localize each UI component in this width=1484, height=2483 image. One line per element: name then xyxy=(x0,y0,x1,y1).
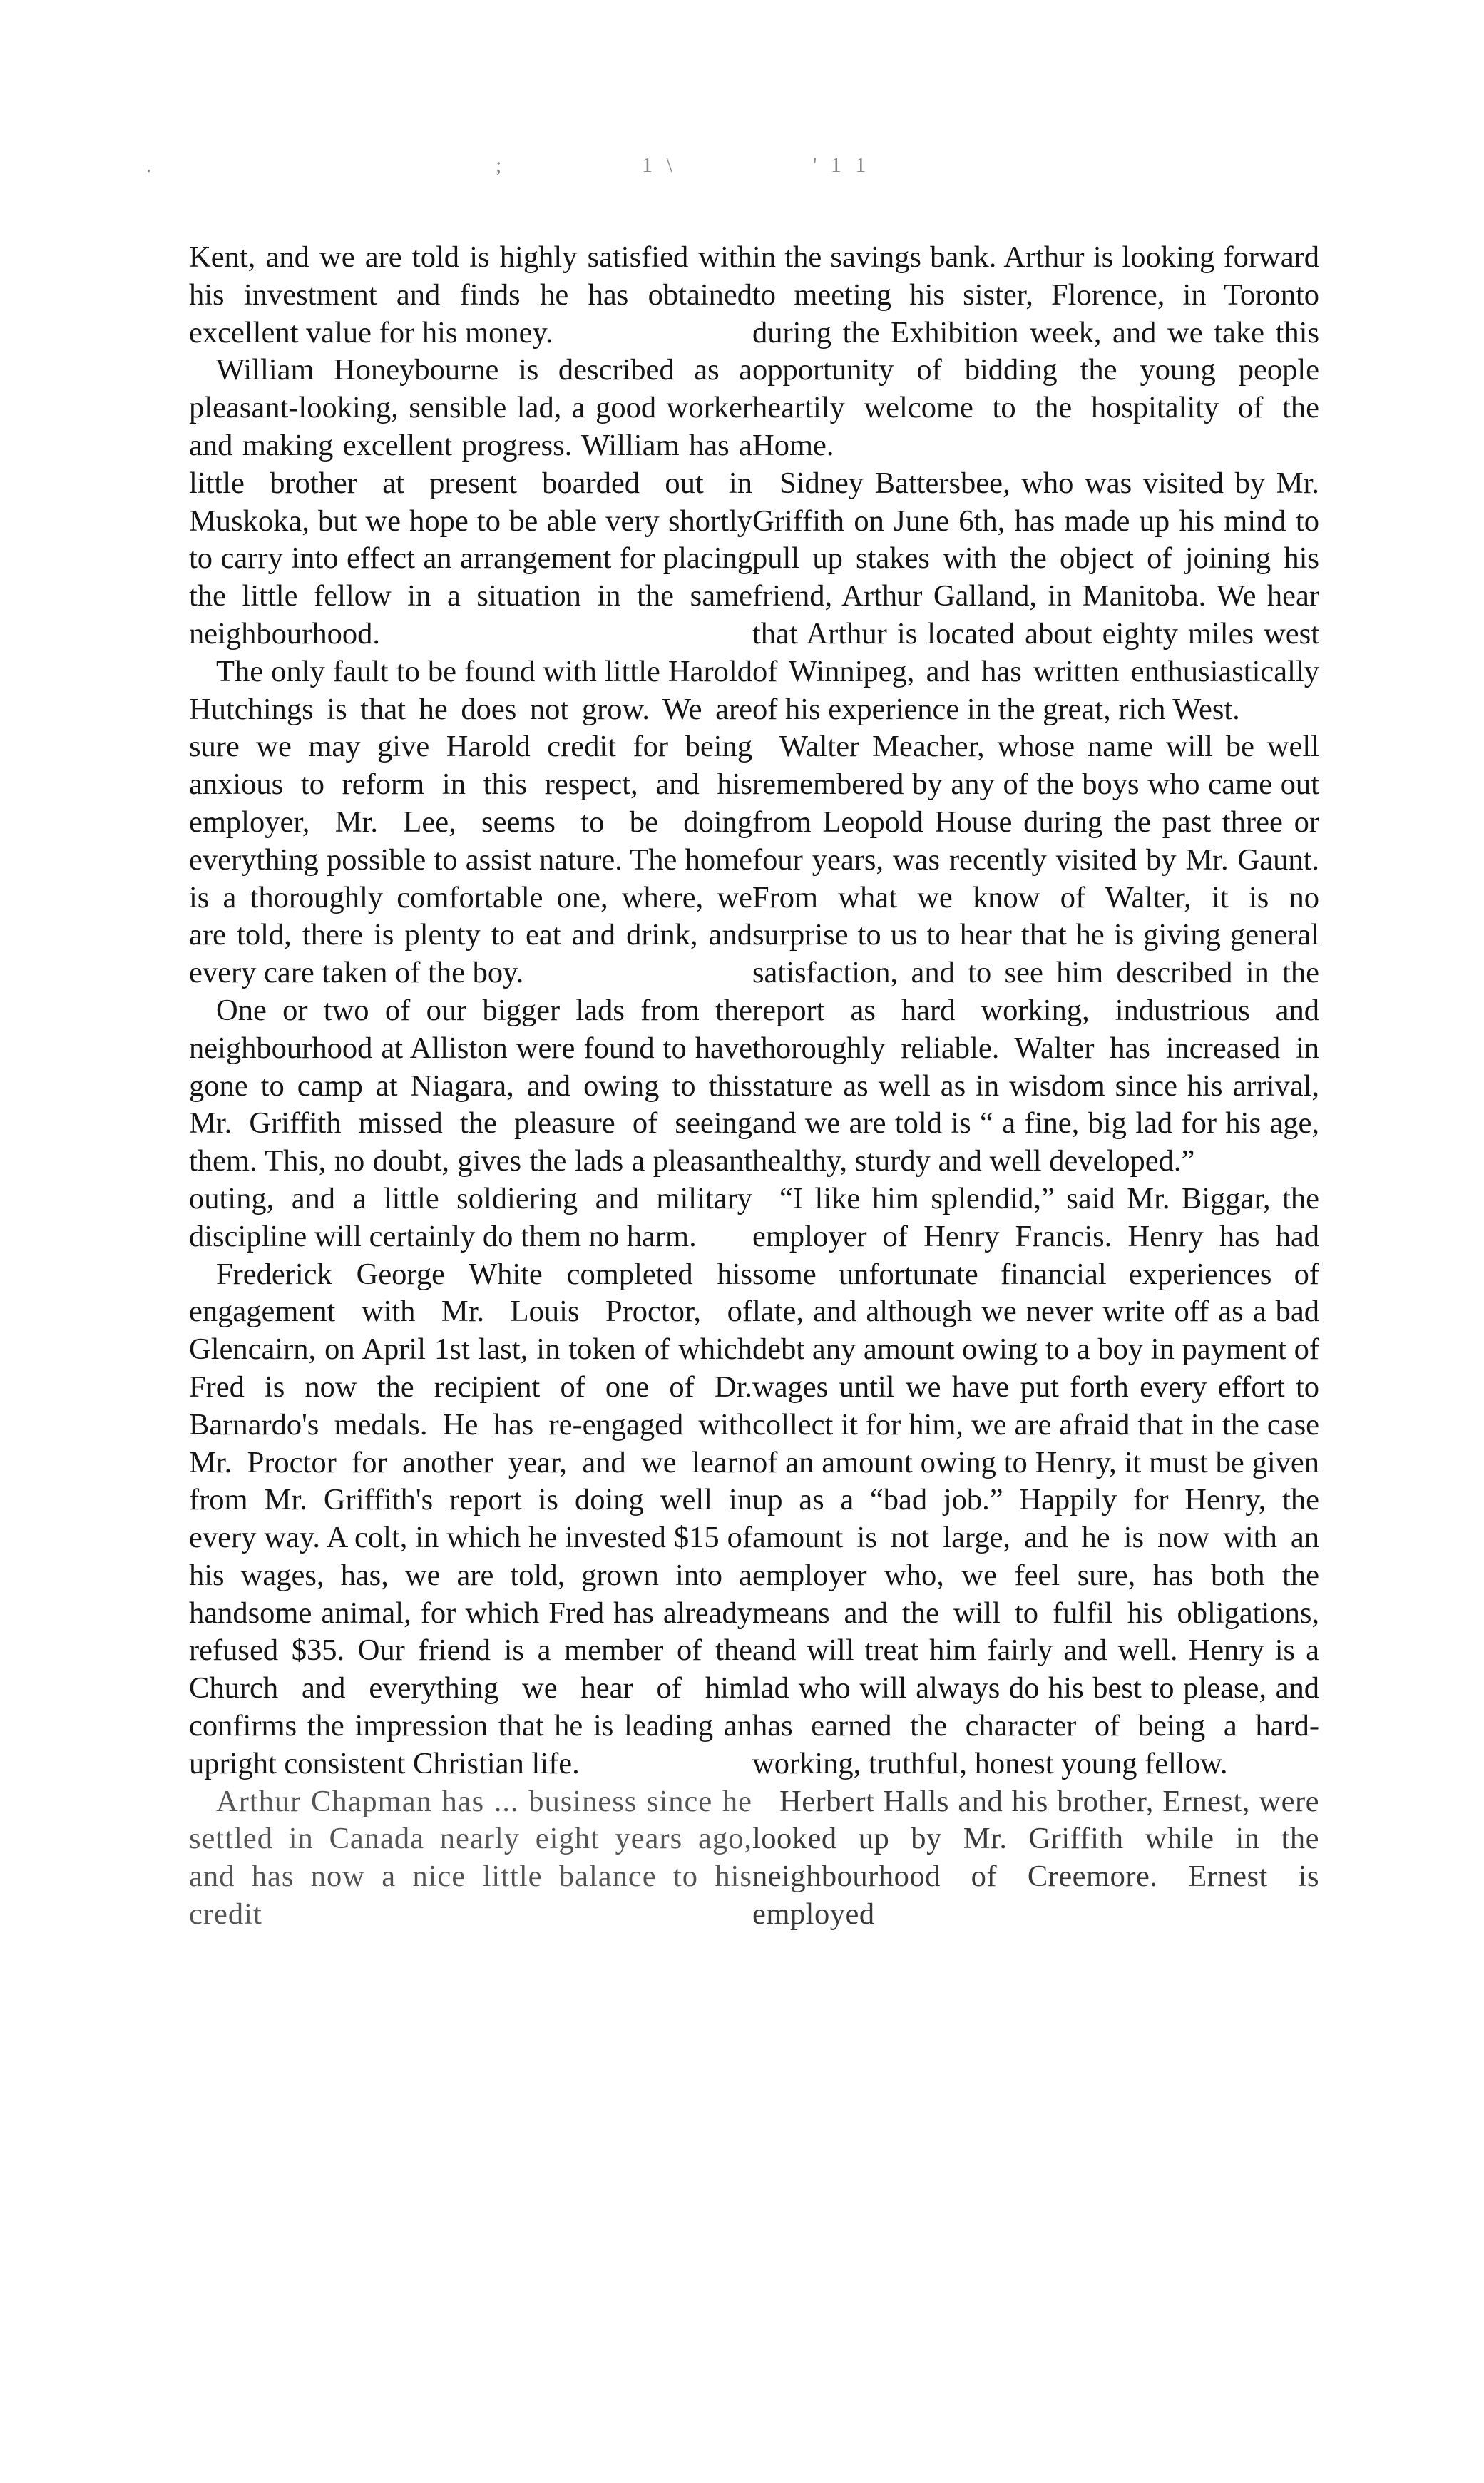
paragraph-herbert-halls: Herbert Halls and his brother, Ernest, were looked up by Mr. Griffith while in the neighbourhood of Creemore. Ernest is employed xyxy=(752,1784,1319,1932)
paragraph-savings-bank-continuation: in the savings bank. Arthur is looking forward to meeting his sister, Florence, in Toronto during the Exhibition week, and we take this opportunity of bidding the young people heartily welcome to the hospitality of the Home. xyxy=(752,240,1319,462)
paragraph-william-honeybourne: William Honeybourne is described as a pleasant-looking, sensible lad, a good worker and making excellent progress. William has a little brother at present boarded out in Muskoka, but we hope to be able very shortly to carry into effect an arrangement for placing the little fellow in a situation in the same neighbourhood. xyxy=(189,353,752,651)
left-column xyxy=(189,239,752,1934)
header-center-left-mark: ; xyxy=(496,153,506,177)
paragraph-alliston-lads: One or two of our bigger lads from the neighbourhood at Alliston were found to have gone to camp at Niagara, and owing to this Mr. Griffith missed the pleasure of seeing them. This, no doubt, gives the lads a pleasant outing, and a little soldiering and military discipline will certainly do them no harm. xyxy=(189,993,752,1253)
header-right-mark: ' 1 1 xyxy=(813,153,871,177)
header-left-mark: . xyxy=(146,153,156,177)
paragraph-kent-continuation: Kent, and we are told is highly satisfied with his investment and finds he has obtained excellent value for his money. xyxy=(189,240,752,350)
paragraph-arthur-chapman: Arthur Chapman has ... business since he settled in Canada nearly eight years ago, and has now a nice little balance to his credit xyxy=(189,1784,752,1932)
paragraph-harold-hutchings: The only fault to be found with little Harold Hutchings is that he does not grow. We are sure we may give Harold credit for being anxious to reform in this respect, and his employer, Mr. Lee, seems to be doing everything possible to assist nature. The home is a thoroughly comfortable one, where, we are told, there is plenty to eat and drink, and every care taken of the boy. xyxy=(189,654,752,990)
paragraph-sidney-battersbee: Sidney Battersbee, who was visited by Mr. Griffith on June 6th, has made up his mind to pull up stakes with the object of joining his friend, Arthur Galland, in Manitoba. We hear that Arthur is located about eighty miles west of Winnipeg, and has written enthusiastically of his experience in the great, rich West. xyxy=(752,466,1319,726)
paragraph-walter-meacher: Walter Meacher, whose name will be well remembered by any of the boys who came out from Leopold House during the past three or four years, was recently visited by Mr. Gaunt. From what we know of Walter, it is no surprise to us to hear that he is giving general satisfaction, and to see him described in the report as hard working, industrious and thoroughly reliable. Walter has increased in stature as well as in wisdom since his arrival, and we are told is “ a fine, big lad for his age, healthy, sturdy and well developed.” xyxy=(752,730,1319,1178)
header-center-mark: 1 \ xyxy=(642,153,677,177)
right-column xyxy=(752,239,1319,1934)
running-header xyxy=(0,153,1484,182)
paragraph-henry-francis: “I like him splendid,” said Mr. Biggar, the employer of Henry Francis. Henry has had some unfortunate financial experiences of late, and although we never write off as a bad debt any amount owing to a boy in payment of wages until we have put forth every effort to collect it for him, we are afraid that in the case of an amount owing to Henry, it must be given up as a “bad job.” Happily for Henry, the amount is not large, and he is now with an employer who, we feel sure, has both the means and the will to fulfil his obligations, and will treat him fairly and well. Henry is a lad who will always do his best to please, and has earned the character of being a hard-working, truthful, honest young fellow. xyxy=(752,1181,1319,1780)
paragraph-frederick-george-white: Frederick George White completed his engagement with Mr. Louis Proctor, of Glencairn, on April 1st last, in token of which Fred is now the recipient of one of Dr. Barnardo's medals. He has re-engaged with Mr. Proctor for another year, and we learn from Mr. Griffith's report is doing well in every way. A colt, in which he invested $15 of his wages, has, we are told, grown into a handsome animal, for which Fred has already refused $35. Our friend is a member of the Church and everything we hear of him confirms the impression that he is leading an upright consistent Christian life. xyxy=(189,1257,752,1780)
